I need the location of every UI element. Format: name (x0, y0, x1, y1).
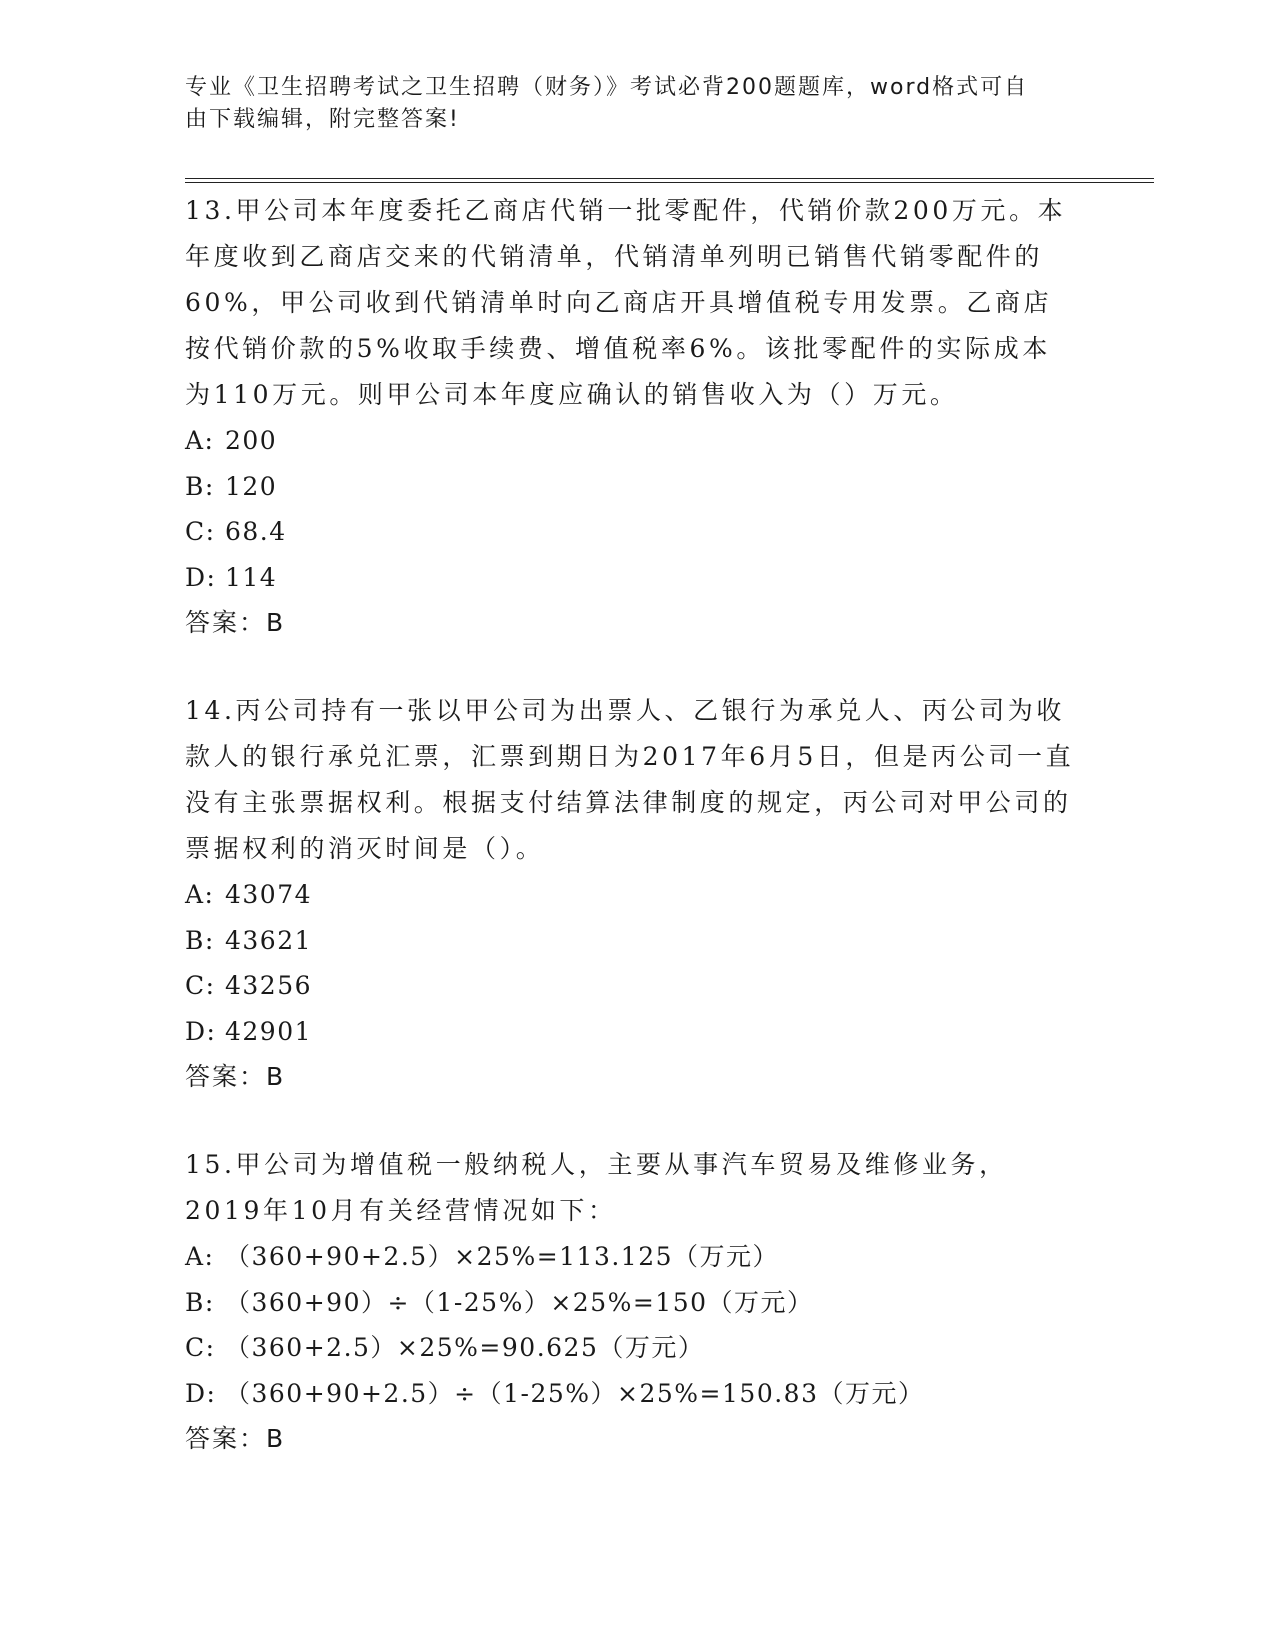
option-b (185, 1280, 1075, 1326)
option-text: 114 (225, 562, 278, 592)
option-label: B: (185, 925, 215, 955)
question-15 (185, 1142, 1075, 1462)
question-stem: 13.甲公司本年度委托乙商店代销一批零配件，代销价款200万元。本年度收到乙商店交来的代销清单，代销清单列明已销售代销零配件的60%，甲公司收到代销清单时向乙商店开具增值税专用发票。乙商店按代销价款的5%收取手续费、增值税率6%。该批零配件的实际成本为110万元。则甲公司本年度应确认的销售收入为（）万元。 (185, 196, 1067, 409)
option-label: C: (185, 1333, 216, 1362)
answer-line: 答案：B (185, 1062, 286, 1091)
header-line-1: 专业《卫生招聘考试之卫生招聘（财务）》考试必背200题题库，word格式可自 (185, 75, 1029, 100)
option-text: （360+90+2.5）÷（1-25%）×25%=150.83（万元） (225, 1378, 925, 1408)
option-text: 68.4 (225, 517, 287, 546)
option-label: C: (185, 517, 216, 546)
option-c (185, 1325, 1075, 1371)
option-label: A: (185, 880, 215, 909)
answer-line: 答案：B (185, 608, 286, 637)
question-stem: 14.丙公司持有一张以甲公司为出票人、乙银行为承兑人、丙公司为收款人的银行承兑汇票，汇票到期日为2017年6月5日，但是丙公司一直没有主张票据权利。根据支付结算法律制度的规定，丙公司对甲公司的票据权利的消灭时间是（）。 (185, 696, 1075, 863)
option-label: D: (185, 562, 217, 592)
option-text: 120 (225, 471, 278, 501)
option-label: C: (185, 971, 216, 1000)
option-text: （360+90）÷（1-25%）×25%=150（万元） (225, 1287, 814, 1317)
option-text: 200 (225, 426, 278, 455)
option-text: 43256 (225, 971, 313, 1000)
option-text: 43074 (225, 880, 313, 909)
option-label: B: (185, 471, 215, 501)
option-text: （360+2.5）×25%=90.625（万元） (225, 1333, 705, 1362)
option-d (185, 1009, 1075, 1055)
header-rule-top (185, 178, 1154, 179)
question-stem: 15.甲公司为增值税一般纳税人，主要从事汽车贸易及维修业务，2019年10月有关经营情况如下： (185, 1150, 1008, 1225)
option-d (185, 1371, 1075, 1417)
option-label: A: (185, 1242, 215, 1271)
option-d (185, 555, 1075, 601)
option-text: （360+90+2.5）×25%=113.125（万元） (225, 1242, 780, 1271)
option-a (185, 872, 1075, 918)
option-c (185, 509, 1075, 555)
option-a (185, 418, 1075, 464)
option-b (185, 918, 1075, 964)
option-c (185, 963, 1075, 1009)
header-line-2: 由下载编辑，附完整答案! (185, 107, 460, 132)
header-rule-bottom (185, 182, 1154, 183)
option-b (185, 464, 1075, 510)
option-text: 43621 (225, 925, 313, 955)
document-header (185, 72, 1065, 136)
option-label: A: (185, 426, 215, 455)
question-13 (185, 188, 1075, 646)
option-label: D: (185, 1378, 217, 1408)
option-a (185, 1234, 1075, 1280)
option-label: D: (185, 1016, 217, 1046)
answer-line: 答案：B (185, 1424, 286, 1453)
option-label: B: (185, 1287, 215, 1317)
option-text: 42901 (225, 1016, 313, 1046)
question-14 (185, 688, 1075, 1100)
